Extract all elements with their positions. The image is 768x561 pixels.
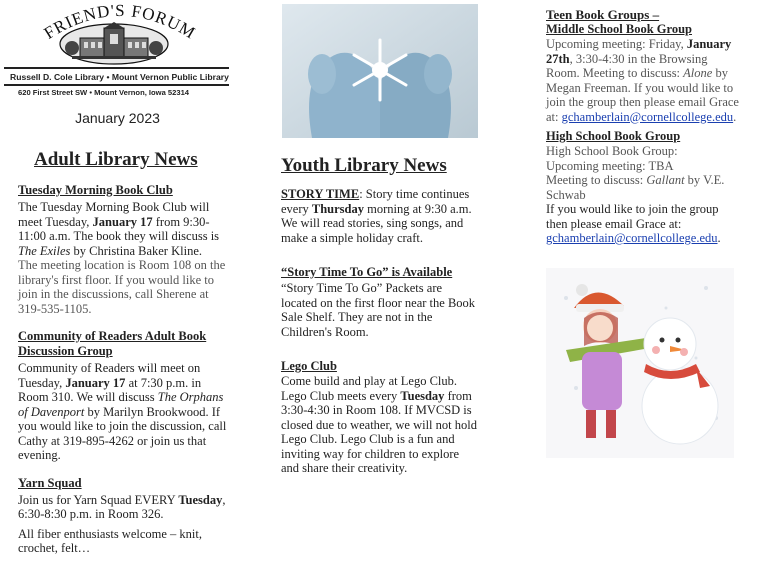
library-names: Russell D. Cole Library • Mount Vernon Public Library xyxy=(10,72,229,82)
lego-club-title: Lego Club xyxy=(281,359,337,373)
middle-column xyxy=(281,155,477,476)
middle-school-email-link[interactable]: gchamberlain@cornellcollege.edu xyxy=(561,109,734,124)
masthead-rule-bottom xyxy=(4,84,229,86)
high-school-title: High School Book Group xyxy=(546,129,681,143)
high-school-line-1: High School Book Group: xyxy=(546,144,678,158)
community-readers-title: Community of Readers Adult Book Discussion Group xyxy=(18,329,207,358)
high-school-join: If you would like to join the group then please email Grace at: gchamberlain@cornellcollege.edu. xyxy=(546,202,721,245)
mittens-snowflake-image xyxy=(282,4,478,138)
story-time-to-go-text: “Story Time To Go” Packets are located on the first floor near the Book Sale Shelf. They are not in the Children's Room. xyxy=(281,281,476,339)
lego-club-text: Come build and play at Lego Club. Lego Club meets every Tuesday from 3:30-4:30 in Room 108. If MVCSD is closed due to weather, we will not hold Lego Club. Lego Club is a fun and inviting way for children to explore and share their creativity. xyxy=(281,374,477,475)
youth-news-heading: Youth Library News xyxy=(281,155,447,176)
community-readers-text: Community of Readers will meet on Tuesday, January 17 at 7:30 p.m. in Room 310. We will discuss The Orphans of Davenport by Marilyn Brookwood. If you would like to join the discussion, call Cathy at 319-895-4262 or join us that evening. xyxy=(18,361,227,462)
tuesday-club-title: Tuesday Morning Book Club xyxy=(18,183,173,197)
story-time-to-go-title: “Story Time To Go” is Available xyxy=(281,265,453,279)
tuesday-club-location: The meeting location is Room 108 on the library's first floor. If you would like to join in the discussions, call Sherene at 319-535-1105. xyxy=(18,258,226,316)
masthead-title: FRIEND'S FORUM xyxy=(40,0,200,43)
yarn-squad-welcome: All fiber enthusiasts welcome – knit, crochet, felt… xyxy=(18,526,202,555)
teen-groups-heading: Teen Book Groups – xyxy=(546,7,660,22)
girl-and-snowman-illustration xyxy=(546,268,734,458)
yarn-squad-title: Yarn Squad xyxy=(18,475,82,490)
library-address: 620 First Street SW • Mount Vernon, Iowa 52314 xyxy=(18,88,190,97)
left-column xyxy=(0,0,235,556)
middle-school-title: Middle School Book Group xyxy=(546,22,692,36)
right-column xyxy=(546,7,742,246)
masthead xyxy=(0,0,235,100)
high-school-email-link[interactable]: gchamberlain@cornellcollege.edu xyxy=(546,231,718,245)
issue-date: January 2023 xyxy=(75,110,160,126)
library-building-illustration xyxy=(58,20,170,66)
story-time-text: STORY TIME: Story time continues every Thursday morning at 9:30 a.m. We will read stories, sing songs, and make a simple holiday craft. xyxy=(281,187,472,245)
masthead-rule-top xyxy=(4,67,229,69)
yarn-squad-text: Join us for Yarn Squad EVERY Tuesday, 6:30-8:30 p.m. in Room 326. xyxy=(18,492,226,521)
tuesday-club-text: The Tuesday Morning Book Club will meet Tuesday, January 17 from 9:30-11:00 a.m. The book they will discuss is The Exiles by Christina Baker Kline. xyxy=(18,200,220,258)
high-school-discuss: Meeting to discuss: Gallant by V.E. Schwab xyxy=(546,173,725,202)
middle-school-text: Upcoming meeting: Friday, January 27th, 3:30-4:30 in the Browsing Room. Meeting to discuss: Alone by Megan Freeman. If you would like to join the group then please email Grace at: gchamberlain@cornellcollege.edu. xyxy=(546,37,739,124)
high-school-line-2: Upcoming meeting: TBA xyxy=(546,158,674,173)
adult-news-heading: Adult Library News xyxy=(34,149,198,170)
